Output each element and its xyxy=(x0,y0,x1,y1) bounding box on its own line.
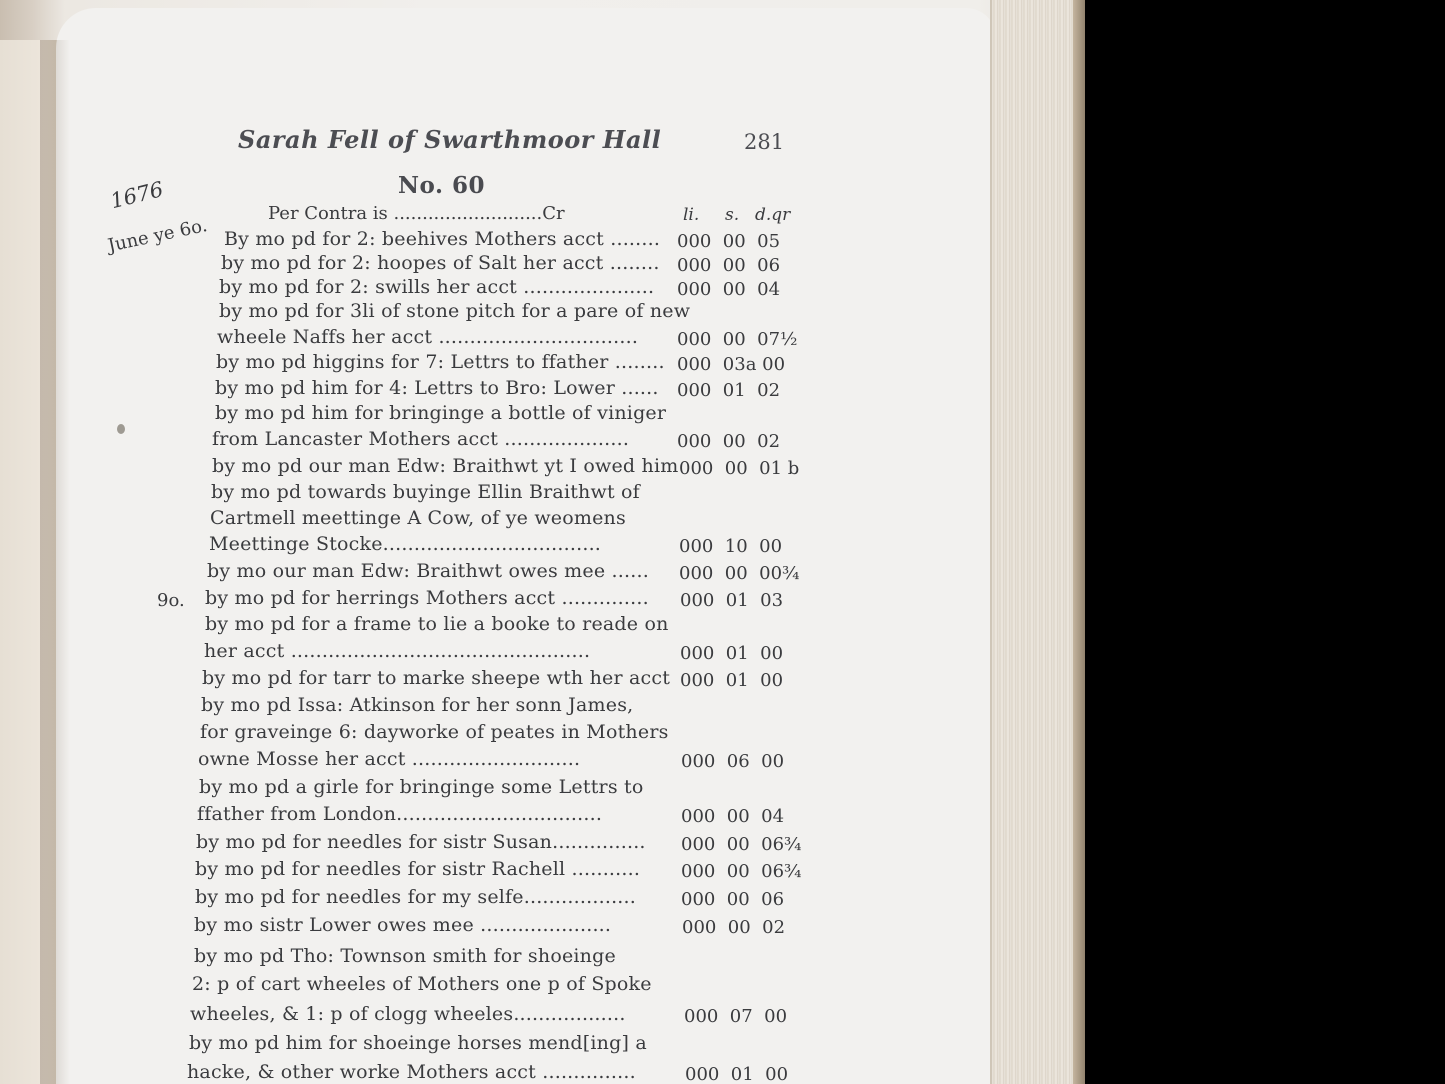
ledger-line-amount: 000 00 06¾ xyxy=(681,861,802,882)
paper-blemish xyxy=(117,424,125,434)
date-9: 9o. xyxy=(157,590,185,611)
ledger-line-text: ffather from London................................. xyxy=(197,803,603,825)
black-margin xyxy=(1085,0,1445,1084)
ledger-line-amount: 000 01 00 xyxy=(680,670,784,691)
ledger-line-text: by mo pd for a frame to lie a booke to reade on xyxy=(205,613,669,635)
ledger-line-text: hacke, & other worke Mothers acct ............... xyxy=(187,1061,636,1083)
ledger-line-text: by mo our man Edw: Braithwt owes mee ...... xyxy=(207,560,649,582)
ledger-line-text: by mo pd him for 4: Lettrs to Bro: Lower ...... xyxy=(215,377,659,399)
page-number: 281 xyxy=(744,130,785,154)
ledger-line-text: owne Mosse her acct ........................... xyxy=(198,748,581,770)
ledger-line-amount: 000 00 06 xyxy=(677,255,781,276)
book-gutter-shadow xyxy=(40,40,70,1084)
ledger-line-amount: 000 00 02 xyxy=(682,917,786,938)
ledger-line-text: 2: p of cart wheeles of Mothers one p of Spoke xyxy=(192,973,652,995)
ledger-line-text: Meettinge Stocke................................... xyxy=(209,533,602,555)
ledger-line-text: Cartmell meettinge A Cow, of ye weomens xyxy=(210,507,626,529)
ledger-line-text: by mo pd Tho: Townson smith for shoeinge xyxy=(194,945,616,967)
ledger-line-amount: 000 00 06¾ xyxy=(681,834,802,855)
ledger-line-amount: 000 00 04 xyxy=(681,806,785,827)
ledger-line-text: wheeles, & 1: p of clogg wheeles.................. xyxy=(190,1003,626,1025)
ledger-line-text: by mo pd for 2: hoopes of Salt her acct ........ xyxy=(221,252,660,274)
ledger-line-amount: 000 07 00 xyxy=(684,1006,788,1027)
ledger-line-text: By mo pd for 2: beehives Mothers acct ........ xyxy=(224,228,661,250)
ledger-line-text: by mo pd higgins for 7: Lettrs to ffather ........ xyxy=(216,351,665,373)
ledger-line-text: wheele Naffs her acct ................................ xyxy=(217,326,639,348)
ledger-line-text: by mo pd for 3li of stone pitch for a pare of new xyxy=(219,300,691,322)
ledger-line-amount: 000 01 00 xyxy=(680,643,784,664)
ledger-line-text: by mo pd for needles for sistr Susan............... xyxy=(196,831,646,853)
ledger-line-amount: 000 00 02 xyxy=(677,431,781,452)
column-head-s: s. xyxy=(725,205,740,225)
ledger-line-amount: 000 00 00¾ xyxy=(679,563,800,584)
ledger-line-amount: 000 03a 00 xyxy=(677,354,786,375)
running-title: Sarah Fell of Swarthmoor Hall xyxy=(238,125,662,154)
column-head-d: d.qr xyxy=(755,205,791,225)
ledger-line-text: by mo pd a girle for bringinge some Lettrs to xyxy=(199,776,644,798)
date-june-6: June ye 6o. xyxy=(106,214,210,257)
ledger-line-text: by mo pd him for shoeinge horses mend[ing] a xyxy=(189,1032,647,1054)
ledger-line-text: by mo pd for herrings Mothers acct .............. xyxy=(205,587,649,609)
ledger-line-text: by mo sistr Lower owes mee ..................... xyxy=(194,914,612,936)
account-number: No. 60 xyxy=(398,172,485,199)
ledger-line-text: by mo pd for tarr to marke sheepe wth her acct xyxy=(202,667,671,689)
year-heading: 1676 xyxy=(108,177,166,214)
ledger-line-amount: 000 00 01 b xyxy=(679,458,800,479)
ledger-line-text: from Lancaster Mothers acct .................... xyxy=(212,428,630,450)
ledger-line-amount: 000 10 00 xyxy=(679,536,783,557)
ledger-line-text: by mo pd for needles for my selfe.................. xyxy=(195,886,637,908)
ledger-line-amount: 000 00 06 xyxy=(681,889,785,910)
ledger-line-amount: 000 06 00 xyxy=(681,751,785,772)
ledger-line-amount: 000 00 07½ xyxy=(677,329,798,350)
ledger-line-amount: 000 01 03 xyxy=(680,590,784,611)
per-contra-heading: Per Contra is ..........................Cr xyxy=(268,203,565,224)
ledger-line-amount: 000 00 05 xyxy=(677,231,781,252)
ledger-line-text: by mo pd our man Edw: Braithwt yt I owed him xyxy=(212,455,679,477)
ledger-line-text: for graveinge 6: dayworke of peates in Mothers xyxy=(200,721,669,743)
ledger-line-text: her acct ................................................ xyxy=(204,640,591,662)
ledger-line-text: by mo pd for 2: swills her acct ..................... xyxy=(219,276,655,298)
page-stack-edge xyxy=(990,0,1085,1084)
column-head-li: li. xyxy=(683,205,700,225)
ledger-line-amount: 000 01 02 xyxy=(677,380,781,401)
ledger-line-amount: 000 00 04 xyxy=(677,279,781,300)
ledger-line-amount: 000 01 00 xyxy=(685,1064,789,1084)
ledger-line-text: by mo pd for needles for sistr Rachell ........... xyxy=(195,858,641,880)
ledger-line-text: by mo pd Issa: Atkinson for her sonn James, xyxy=(201,694,634,716)
ledger-line-text: by mo pd him for bringinge a bottle of viniger xyxy=(215,402,667,424)
ledger-line-text: by mo pd towards buyinge Ellin Braithwt of xyxy=(211,481,640,503)
